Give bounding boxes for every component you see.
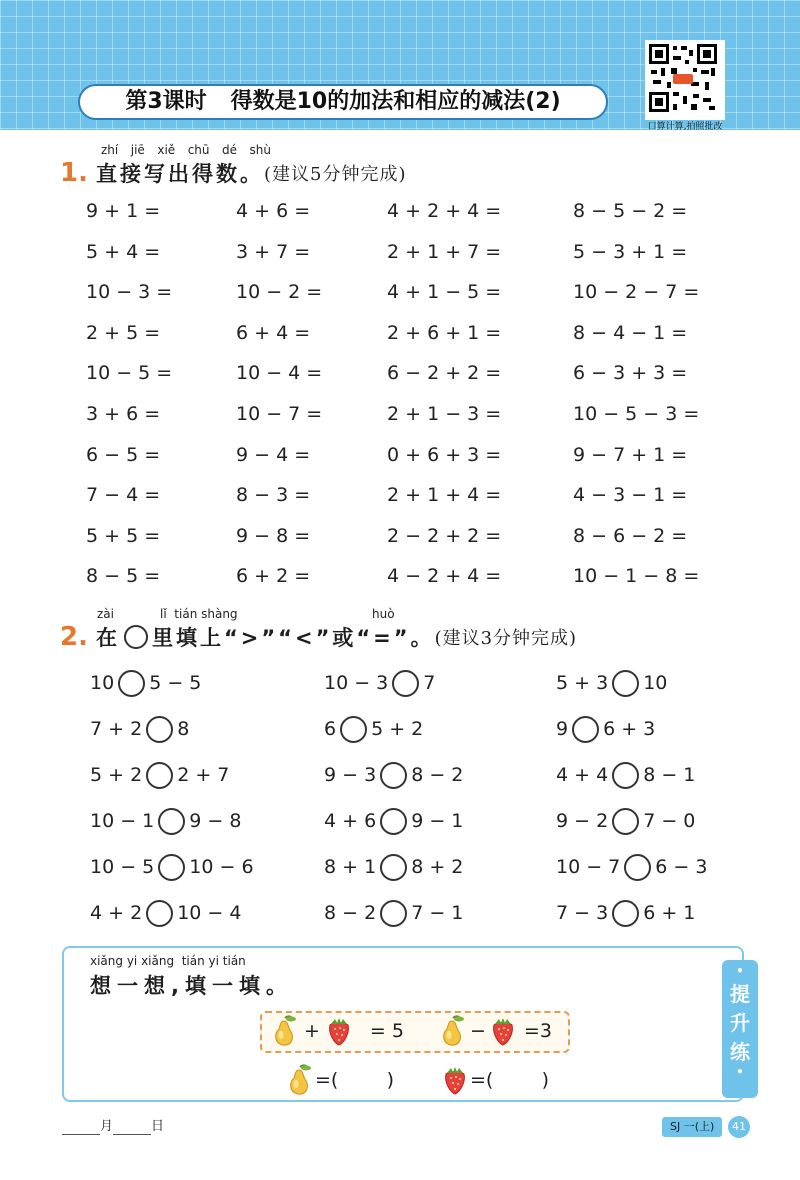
answer-circle[interactable]: [380, 762, 407, 789]
month-blank[interactable]: [62, 1119, 100, 1135]
compare-left: 4 + 4: [556, 764, 609, 786]
compare-left: 7 + 2: [90, 718, 143, 740]
fruit-equation-1: [270, 1015, 404, 1047]
compare-item: [90, 714, 189, 744]
section-hint: (建议3分钟完成): [434, 628, 578, 649]
answer-circle[interactable]: [572, 716, 599, 743]
equation-item[interactable]: 2 + 1 − 3 =: [387, 403, 502, 425]
answer-circle[interactable]: [146, 762, 173, 789]
section-number: 1.: [60, 158, 88, 188]
equation-item[interactable]: 2 + 5 =: [86, 321, 161, 344]
equation-item[interactable]: 5 + 5 =: [86, 524, 161, 547]
think-title: 想一想,填一填。: [90, 974, 293, 998]
dot-icon: •: [736, 964, 744, 978]
compare-left: 8 − 2: [324, 902, 377, 924]
equation-item[interactable]: 2 − 2 + 2 =: [387, 524, 502, 547]
equation-item[interactable]: 10 − 2 − 7 =: [573, 281, 700, 304]
compare-left: 10: [90, 672, 115, 694]
equation-result: =3: [523, 1020, 552, 1042]
day-blank[interactable]: [113, 1119, 151, 1135]
compare-right: 5 + 2: [371, 718, 424, 740]
pinyin-syllable: dé: [222, 143, 238, 157]
date-field: [62, 1115, 164, 1135]
answer-circle[interactable]: [146, 716, 173, 743]
compare-item: [324, 760, 463, 790]
answer-circle[interactable]: [118, 670, 145, 697]
equation-item[interactable]: 10 − 2 =: [236, 281, 323, 304]
equation-item[interactable]: 4 − 2 + 4 =: [387, 565, 502, 588]
compare-item: [90, 668, 201, 698]
equation-item[interactable]: 9 + 1 =: [86, 200, 161, 222]
answer-circle[interactable]: [612, 900, 639, 927]
compare-left: 8 + 1: [324, 856, 377, 878]
compare-item: [90, 806, 241, 836]
pear-answer: [285, 1064, 394, 1096]
section-number: 2.: [60, 622, 88, 652]
fruit-equation-2: [438, 1015, 552, 1047]
compare-right: 6 + 1: [643, 902, 696, 924]
equation-item[interactable]: 8 − 6 − 2 =: [573, 524, 688, 547]
answer-circle[interactable]: [380, 808, 407, 835]
compare-right: 6 + 3: [603, 718, 656, 740]
section2-heading: [60, 622, 577, 652]
equation-result: = 5: [369, 1020, 404, 1042]
compare-left: 10 − 3: [324, 672, 389, 694]
compare-right: 5 − 5: [149, 672, 202, 694]
answer-circle[interactable]: [158, 808, 185, 835]
equation-item[interactable]: 4 − 3 − 1 =: [573, 484, 688, 507]
compare-right: 7 − 0: [643, 810, 696, 832]
compare-item: [324, 668, 435, 698]
equation-item[interactable]: 9 − 8 =: [236, 524, 311, 547]
book-tag: SJ 一(上): [662, 1117, 722, 1137]
compare-item: [90, 852, 254, 882]
compare-right: 6 − 3: [655, 856, 708, 878]
strawberry-icon: [440, 1064, 470, 1096]
equation-item[interactable]: 9 − 4 =: [236, 443, 311, 466]
compare-left: 9 − 3: [324, 764, 377, 786]
equation-item[interactable]: 4 + 6 =: [236, 200, 311, 222]
section-title-a: 在: [95, 626, 120, 650]
operator: −: [470, 1020, 486, 1042]
equation-item[interactable]: 7 − 4 =: [86, 484, 161, 507]
equation-item[interactable]: 2 + 1 + 4 =: [387, 484, 502, 507]
page-number: 41: [728, 1116, 750, 1138]
answer-circle[interactable]: [612, 808, 639, 835]
section1-pinyin: [101, 143, 271, 157]
equation-item[interactable]: 2 + 6 + 1 =: [387, 321, 502, 344]
compare-left: 4 + 6: [324, 810, 377, 832]
compare-item: [90, 898, 241, 928]
compare-item: [556, 806, 695, 836]
compare-item: [324, 898, 463, 928]
equation-item[interactable]: 10 − 5 − 3 =: [573, 403, 700, 425]
qr-caption: 口算计算,拍照批改: [647, 122, 723, 132]
answer-circle[interactable]: [380, 854, 407, 881]
lesson-title: [78, 84, 608, 120]
compare-right: 9 − 1: [411, 810, 464, 832]
compare-right: 9 − 8: [189, 810, 242, 832]
operator: +: [304, 1020, 320, 1042]
compare-item: [556, 668, 667, 698]
pinyin-zai: zài: [97, 607, 114, 621]
compare-right: 10 − 4: [177, 902, 242, 924]
compare-left: 10 − 1: [90, 810, 155, 832]
compare-left: 5 + 3: [556, 672, 609, 694]
pinyin-syllable: shù: [249, 143, 271, 157]
compare-item: [556, 852, 707, 882]
compare-item: [556, 760, 695, 790]
answer-blank[interactable]: =( ): [315, 1069, 395, 1091]
compare-left: 10 − 7: [556, 856, 621, 878]
day-label: 日: [151, 1119, 165, 1134]
compare-right: 8: [177, 718, 190, 740]
pinyin-huo: huò: [372, 607, 395, 621]
answer-circle[interactable]: [380, 900, 407, 927]
compare-right: 10 − 6: [189, 856, 254, 878]
strawberry-answer: [440, 1064, 549, 1096]
equation-item[interactable]: 8 − 4 − 1 =: [573, 321, 688, 344]
equation-item[interactable]: 3 + 6 =: [86, 403, 161, 425]
dot-icon: •: [736, 1065, 744, 1079]
equation-item[interactable]: 2 + 1 + 7 =: [387, 240, 502, 263]
compare-left: 10 − 5: [90, 856, 155, 878]
equation-item[interactable]: 5 − 3 + 1 =: [573, 240, 688, 263]
compare-item: [324, 714, 423, 744]
equation-item[interactable]: 9 − 7 + 1 =: [573, 443, 688, 466]
equation-item[interactable]: 3 + 7 =: [236, 240, 311, 263]
pinyin-syllable: chū: [187, 143, 210, 157]
answer-circle[interactable]: [612, 670, 639, 697]
pear-icon: [438, 1015, 468, 1047]
equation-item[interactable]: 10 − 5 =: [86, 362, 173, 385]
equation-item[interactable]: 10 − 7 =: [236, 403, 323, 425]
compare-item: [324, 852, 463, 882]
equation-item[interactable]: 0 + 6 + 3 =: [387, 443, 502, 466]
section-hint: (建议5分钟完成): [263, 164, 407, 185]
equation-item[interactable]: 5 + 4 =: [86, 240, 161, 263]
pinyin-tian: lǐ tián shàng: [160, 607, 238, 621]
equation-item[interactable]: 10 − 1 − 8 =: [573, 565, 700, 588]
equation-item[interactable]: 6 − 5 =: [86, 443, 161, 466]
compare-item: [324, 806, 463, 836]
compare-right: 8 − 1: [643, 764, 696, 786]
pear-icon: [270, 1015, 300, 1047]
equation-item[interactable]: 6 + 2 =: [236, 565, 311, 588]
tab-label-char: 提: [730, 982, 750, 1006]
pear-icon: [285, 1064, 315, 1096]
equation-item[interactable]: 4 + 1 − 5 =: [387, 281, 502, 304]
equation-item[interactable]: 6 − 3 + 3 =: [573, 362, 688, 385]
answer-circle[interactable]: [146, 900, 173, 927]
section-title-b: 里填上“>”“<”或“=”。: [151, 626, 435, 650]
compare-right: 7 − 1: [411, 902, 464, 924]
month-label: 月: [100, 1119, 114, 1134]
tab-label-char: 升: [730, 1011, 750, 1035]
compare-item: [90, 760, 229, 790]
equation-item[interactable]: 10 − 4 =: [236, 362, 323, 385]
lesson-topic: 得数是10的加法和相应的减法(2): [230, 89, 561, 114]
equation-item[interactable]: 8 − 3 =: [236, 484, 311, 507]
compare-right: 8 − 2: [411, 764, 464, 786]
equation-item[interactable]: 8 − 5 − 2 =: [573, 200, 688, 222]
compare-left: 9: [556, 718, 569, 740]
compare-left: 6: [324, 718, 337, 740]
equation-item[interactable]: 10 − 3 =: [86, 281, 173, 304]
equation-item[interactable]: 6 − 2 + 2 =: [387, 362, 502, 385]
compare-right: 8 + 2: [411, 856, 464, 878]
compare-left: 5 + 2: [90, 764, 143, 786]
compare-left: 4 + 2: [90, 902, 143, 924]
answer-blank[interactable]: =( ): [470, 1069, 550, 1091]
section-title: 直接写出得数。: [95, 162, 264, 186]
compare-right: 7: [423, 672, 436, 694]
compare-item: [556, 898, 695, 928]
answer-circle[interactable]: [340, 716, 367, 743]
equation-item[interactable]: 4 + 2 + 4 =: [387, 200, 502, 222]
pinyin-syllable: zhí: [101, 143, 119, 157]
answer-circle[interactable]: [612, 762, 639, 789]
compare-right: 2 + 7: [177, 764, 230, 786]
pinyin-syllable: xiě: [157, 143, 176, 157]
compare-left: 9 − 2: [556, 810, 609, 832]
lesson-number: 第3课时: [125, 89, 207, 114]
section1-heading: [60, 158, 406, 188]
answer-circle[interactable]: [158, 854, 185, 881]
equation-item[interactable]: 6 + 4 =: [236, 321, 311, 344]
tab-label-char: 练: [730, 1040, 750, 1064]
page-header: [0, 0, 800, 130]
qr-code-icon[interactable]: [645, 40, 725, 120]
compare-left: 7 − 3: [556, 902, 609, 924]
equation-item[interactable]: 8 − 5 =: [86, 565, 161, 588]
compare-item: [556, 714, 655, 744]
answer-circle[interactable]: [392, 670, 419, 697]
think-pinyin: xiǎng yi xiǎng tián yi tián: [90, 954, 246, 968]
compare-right: 10: [643, 672, 668, 694]
tab-tisheng: [722, 960, 758, 1098]
strawberry-icon: [488, 1015, 518, 1047]
strawberry-icon: [324, 1015, 354, 1047]
answer-circle[interactable]: [624, 854, 651, 881]
circle-icon: [124, 625, 148, 649]
pinyin-syllable: jiē: [130, 143, 145, 157]
